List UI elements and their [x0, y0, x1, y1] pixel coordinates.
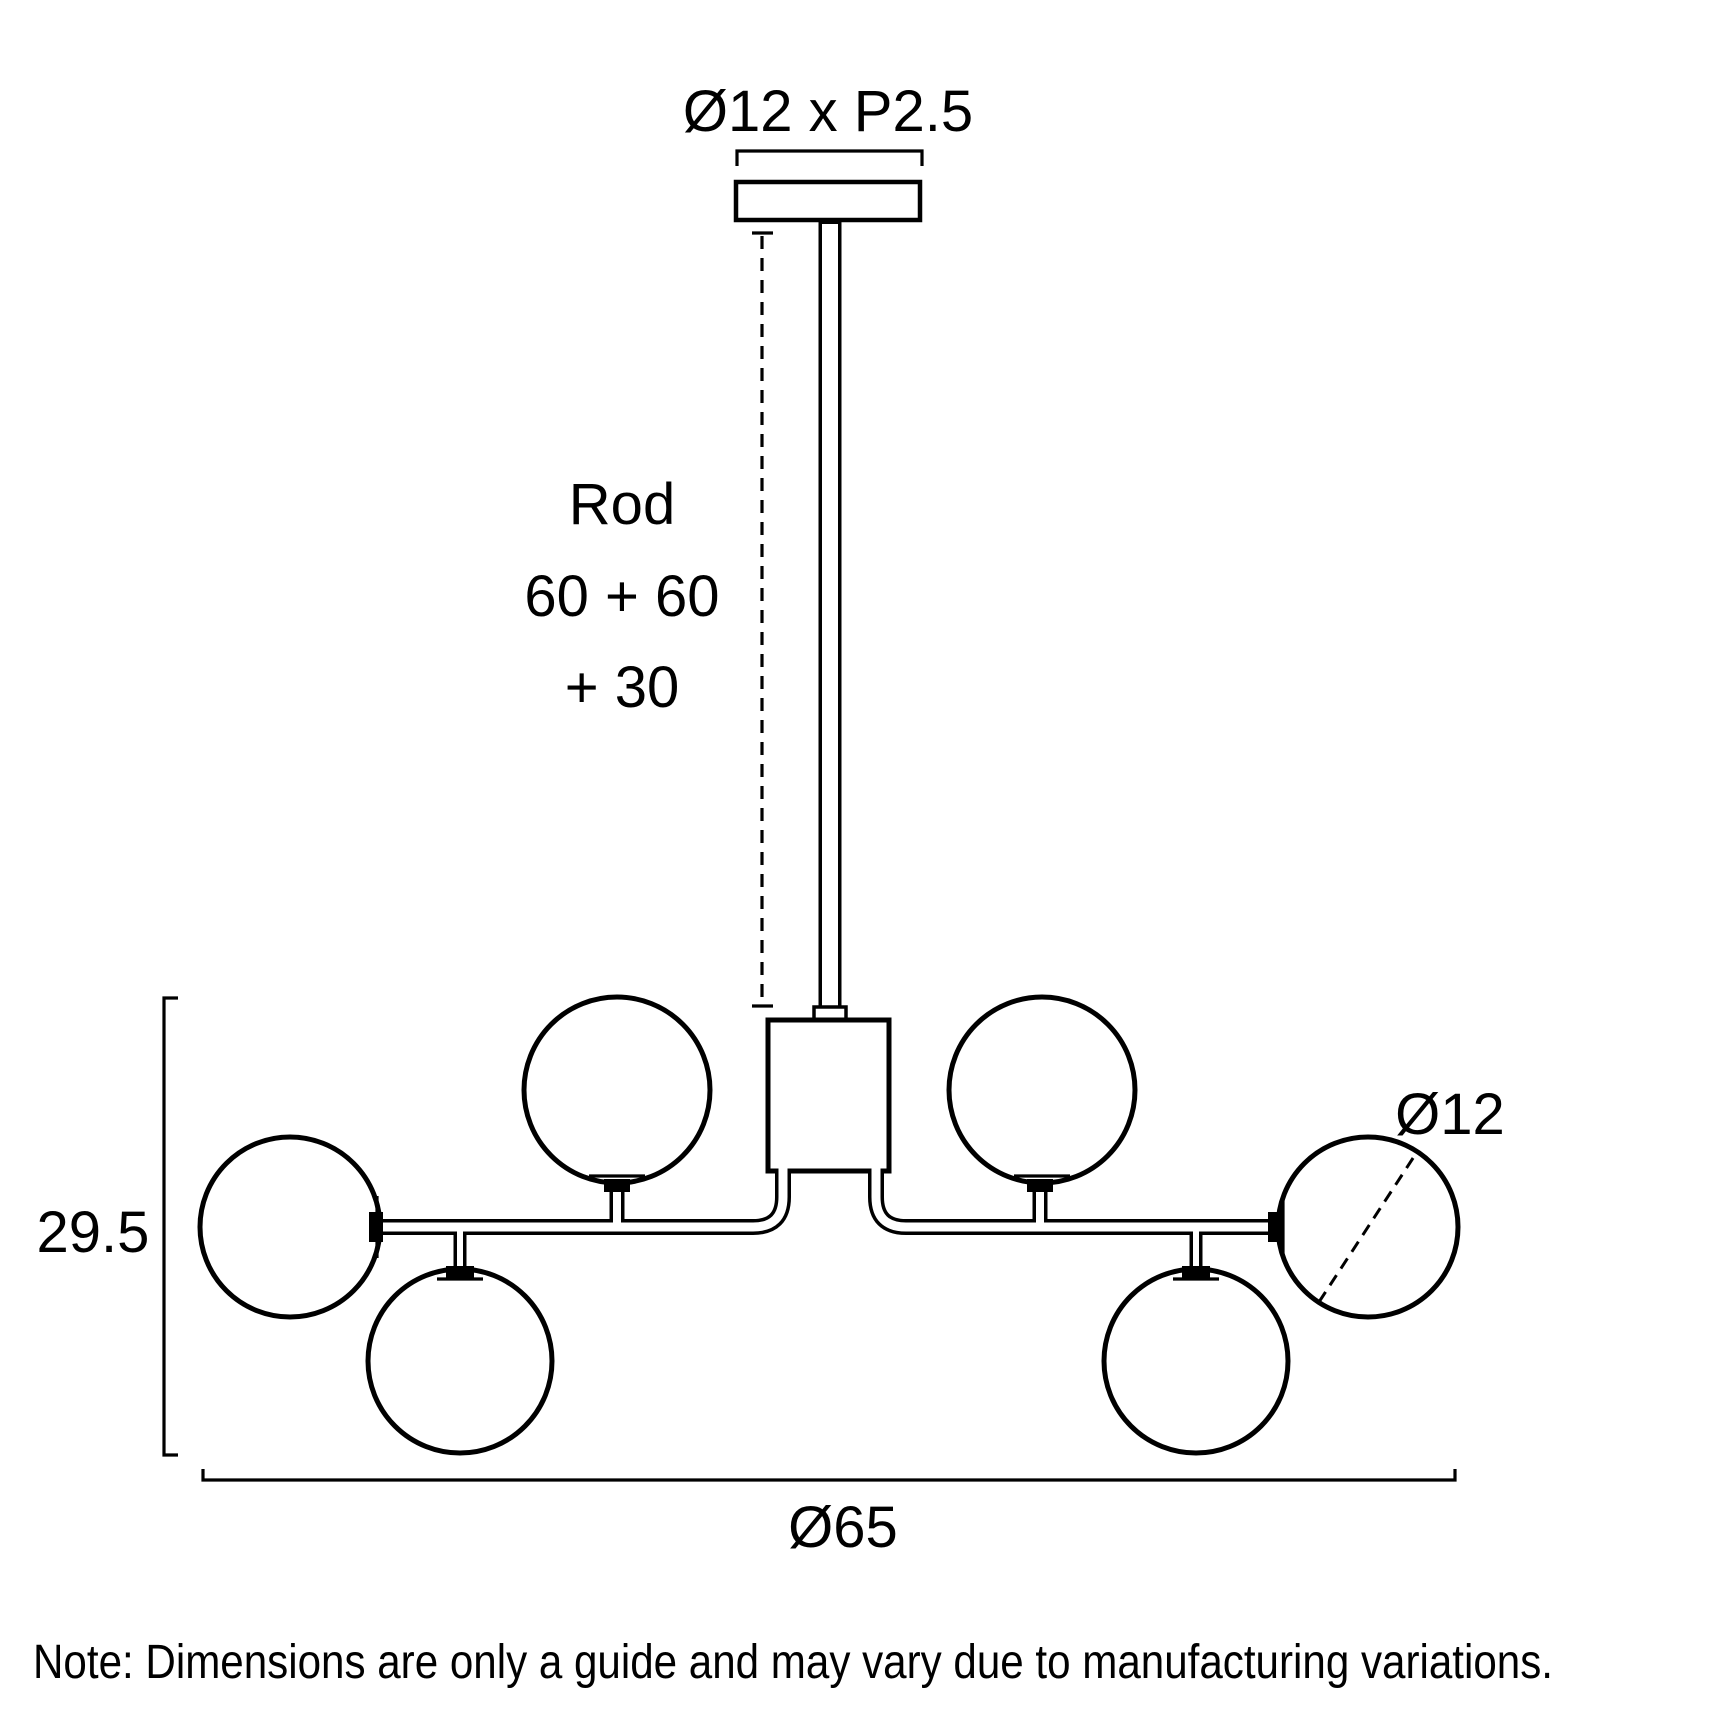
collar-lower-left [446, 1266, 474, 1278]
note-text: Note: Dimensions are only a guide and may vary due to manufacturing variations. [33, 1636, 1553, 1689]
rod-length-label-line1: 60 + 60 [524, 564, 720, 629]
collar-lower-right [1182, 1266, 1210, 1278]
globe-outer-left [200, 1137, 380, 1317]
central-body [768, 1020, 889, 1171]
rod-length-label-line2: + 30 [564, 655, 680, 720]
globe-lower-left [368, 1269, 552, 1453]
globe-upper-left [524, 997, 710, 1183]
collar-upper-left [604, 1179, 630, 1192]
rod-label: Rod [568, 472, 676, 537]
height-dimension-label: 29.5 [36, 1200, 150, 1265]
canopy-dimension-label: Ø12 x P2.5 [682, 79, 974, 144]
canopy [736, 182, 920, 220]
width-dimension-label: Ø65 [788, 1495, 898, 1560]
globe-diameter-label: Ø12 [1395, 1082, 1505, 1147]
globe-lower-right [1104, 1269, 1288, 1453]
collar-upper-right [1027, 1179, 1053, 1192]
globe-upper-right [949, 997, 1135, 1183]
collar-outer-right [1268, 1212, 1282, 1242]
